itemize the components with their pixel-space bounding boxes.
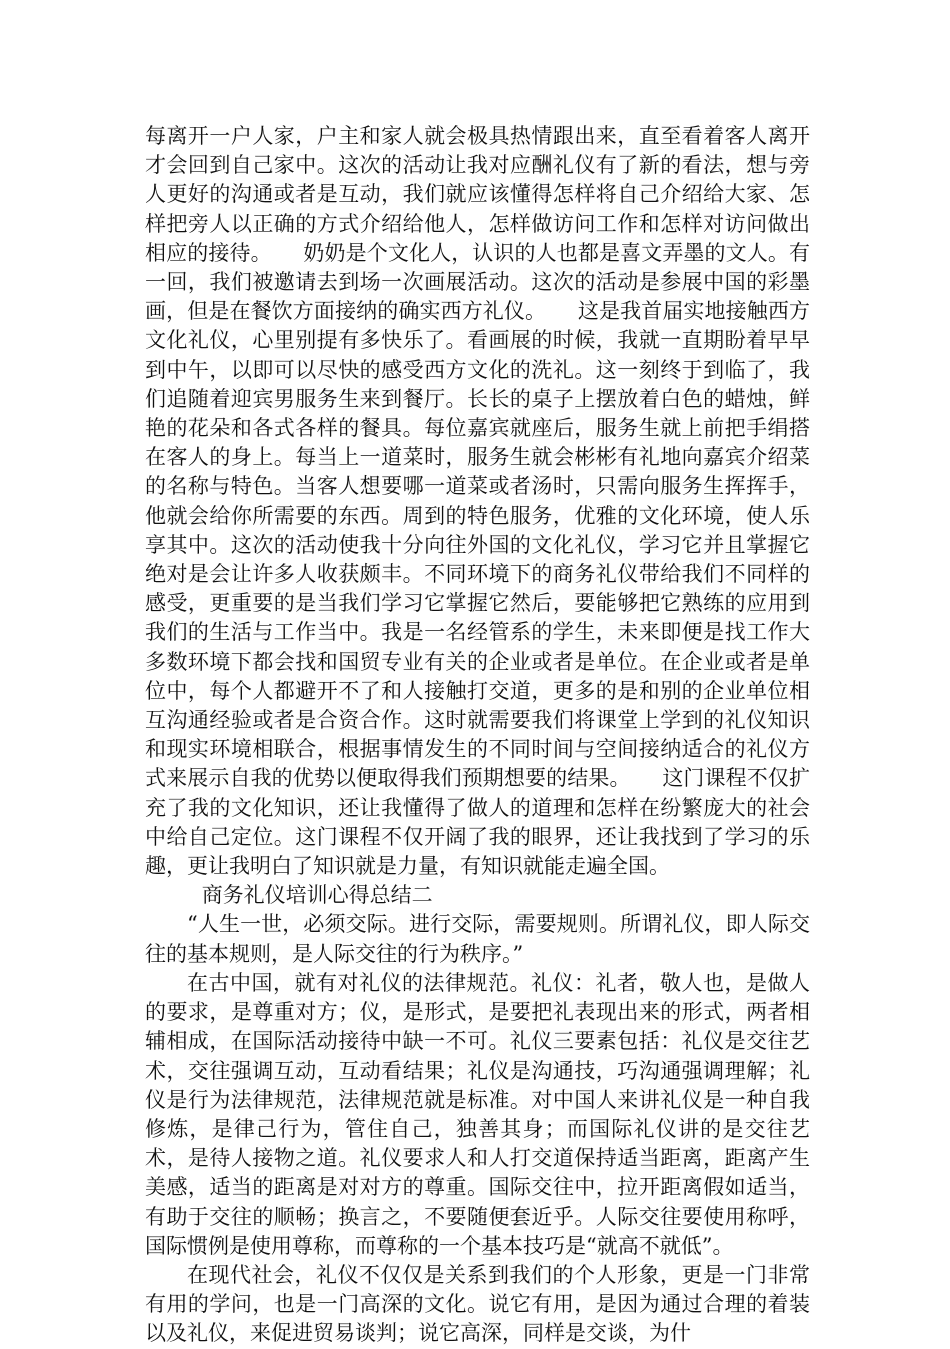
- section-heading: 商务礼仪培训心得总结二: [201, 883, 433, 908]
- document-body: [145, 122, 810, 1349]
- body-paragraph-4: 在现代社会，礼仪不仅仅是关系到我们的个人形象，更是一门非常有用的学问，也是一门高深的文化。说它有用，是因为通过合理的着装以及礼仪，来促进贸易谈判；说它高深，同样是交谈，为什: [145, 1262, 810, 1346]
- body-paragraph-1: 每离开一户人家，户主和家人就会极具热情跟出来，直至看着客人离开才会回到自己家中。这次的活动让我对应酬礼仪有了新的看法，想与旁人更好的沟通或者是互动，我们就应该懂得怎样将自己介绍给大家、怎样把旁人以正确的方式介绍给他人，怎样做访问工作和怎样对访问做出相应的接待。 奶奶是个文化人，认识的人也都是喜文弄墨的文人。有一回，我们被邀请去到场一次画展活动。这次的活动是参展中国的彩墨画，但是在餐饮方面接纳的确实西方礼仪。 这是我首届实地接触西方文化礼仪，心里别提有多快乐了。看画展的时候，我就一直期盼着早早到中午，以即可以尽快的感受西方文化的洗礼。这一刻终于到临了，我们追随着迎宾男服务生来到餐厅。长长的桌子上摆放着白色的蜡烛，鲜艳的花朵和各式各样的餐具。每位嘉宾就座后，服务生就上前把手绢搭在客人的身上。每当上一道菜时，服务生就会彬彬有礼地向嘉宾介绍菜的名称与特色。当客人想要哪一道菜或者汤时，只需向服务生挥挥手，他就会给你所需要的东西。周到的特色服务，优雅的文化环境，使人乐享其中。这次的活动使我十分向往外国的文化礼仪，学习它并且掌握它绝对是会让许多人收获颇丰。不同环境下的商务礼仪带给我们不同样的感受，更重要的是当我们学习它掌握它然后，要能够把它熟练的应用到我们的生活与工作当中。我是一名经管系的学生，未来即便是找工作大多数环境下都会找和国贸专业有关的企业或者是单位。在企业或者是单位中，每个人都避开不了和人接触打交道，更多的是和别的企业单位相互沟通经验或者是合资合作。这时就需要我们将课堂上学到的礼仪知识和现实环境相联合，根据事情发生的不同时间与空间接纳适合的礼仪方式来展示自我的优势以便取得我们预期想要的结果。 这门课程不仅扩充了我的文化知识，还让我懂得了做人的道理和怎样在纷繁庞大的社会中给自己定位。这门课程不仅开阔了我的眼界，还让我找到了学习的乐趣，更让我明白了知识就是力量，有知识就能走遍全国。: [145, 124, 810, 879]
- body-paragraph-2: “人生一世，必须交际。进行交际，需要规则。所谓礼仪，即人际交往的基本规则，是人际交往的行为秩序。”: [145, 912, 810, 966]
- body-paragraph-3: 在古中国，就有对礼仪的法律规范。礼仪：礼者，敬人也，是做人的要求，是尊重对方；仪，是形式，是要把礼表现出来的形式，两者相辅相成，在国际活动接待中缺一不可。礼仪三要素包括：礼仪是交往艺术，交往强调互动，互动看结果；礼仪是沟通技，巧沟通强调理解；礼仪是行为法律规范，法律规范就是标准。对中国人来讲礼仪是一种自我修炼，是律己行为，管住自己，独善其身；而国际礼仪讲的是交往艺术，是待人接物之道。礼仪要求人和人打交道保持适当距离，距离产生美感，适当的距离是对对方的尊重。国际交往中，拉开距离假如适当，有助于交往的顺畅；换言之，不要随便套近乎。人际交往要使用称呼，国际惯例是使用尊称，而尊称的一个基本技巧是“就高不就低”。: [145, 970, 810, 1258]
